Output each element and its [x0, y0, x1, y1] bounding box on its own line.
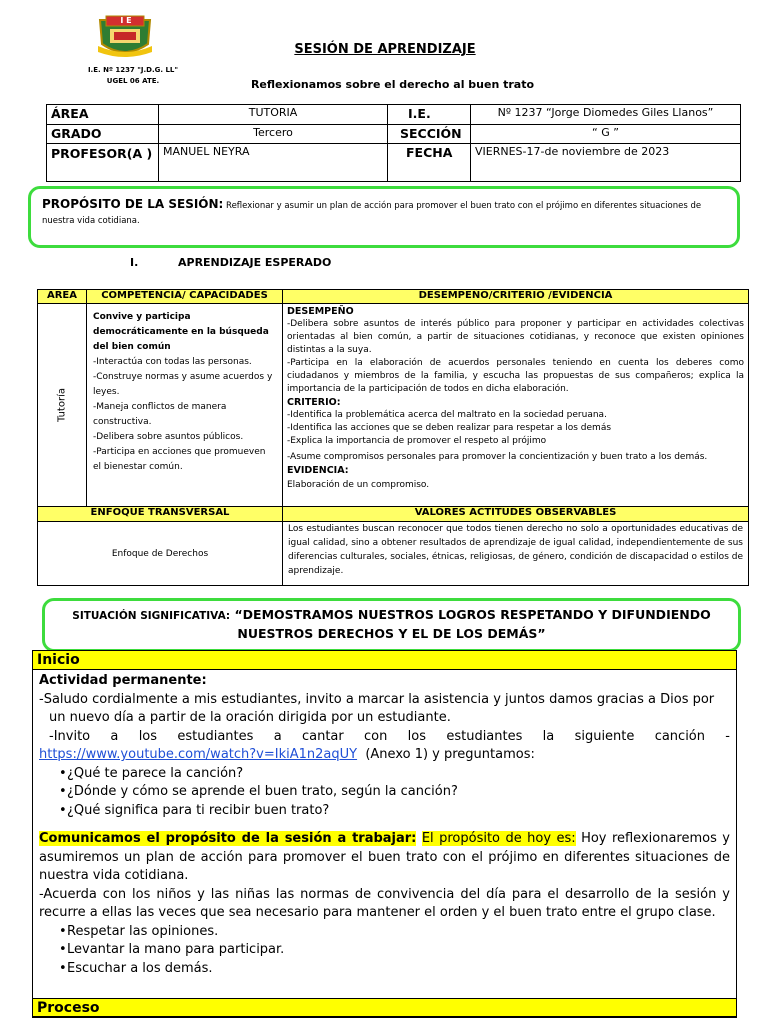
preguntas-list: [39, 765, 730, 821]
fecha-value: VIERNES-17-de noviembre de 2023: [471, 144, 741, 182]
profesor-value: MANUEL NEYRA: [159, 144, 388, 182]
profesor-label: PROFESOR(A ): [47, 144, 159, 182]
situacion-box: SITUACIÓN SIGNIFICATIVA: “DEMOSTRAMOS NUESTROS LOGROS RESPETANDO Y DIFUNDIENDO NUESTROS DERECHOS Y EL DE LOS DEMÁS”: [42, 598, 741, 652]
situacion-label: SITUACIÓN SIGNIFICATIVA:: [72, 610, 231, 622]
seccion-value: “ G ”: [471, 125, 741, 144]
grado-label: GRADO: [47, 125, 159, 144]
area-value: TUTORIA: [159, 105, 388, 125]
ie-label: I.E.: [388, 105, 471, 125]
list-item: • Escuchar a los demás.: [39, 960, 730, 979]
school-info: I.E. Nº 1237 "J.D.G. LL" UGEL 06 ATE.: [87, 66, 179, 85]
proceso-band: Proceso: [33, 998, 736, 1017]
page-title: SESIÓN DE APRENDIZAJE: [294, 42, 476, 57]
valores-cell: Los estudiantes buscan reconocer que todos tienen derecho no solo a oportunidades educativas de igual calidad, sino a obtener resultados de aprendizaje de igual calidad, independientemente de sus diferencias culturales, sociales, étnicas, religiosas, de género, condición de discapacidad o estilos de aprendizaje.: [283, 522, 749, 586]
desempeno-cell: DESEMPEÑO -Delibera sobre asuntos de interés público para proponer y participar en actividades colectivas orientadas al bien común, a partir de situaciones cotidianas, y reconoce que existen opiniones distintas a la suya. -Participa en la elaboración de acuerdos personales teniendo en cuenta los deberes como ciudadanos y miembros de la familia, y escucha las propuestas de sus compañeros; explica la importancia de la participación de todos en dicha elaboración. CRITERIO: -Identifica la problemática acerca del maltrato en la sociedad peruana. -Identifica las acciones que se deben realizar para respetar a los demás -Explica la importancia de promover el respeto al prójimo -Asume compromisos personales para promover la concientización y buen trato a los demás. EVIDENCIA: Elaboración de un compromiso.: [283, 304, 749, 507]
actividad-label: Actividad permanente:: [39, 673, 207, 688]
comunicamos-label: Comunicamos el propósito de la sesión a trabajar:: [39, 831, 417, 846]
ie-value: Nº 1237 “Jorge Diomedes Giles Llanos”: [471, 105, 741, 125]
header-competencia: COMPETENCIA/ CAPACIDADES: [87, 290, 283, 304]
header-desempeno: DESEMPEÑO/CRITERIO /EVIDENCIA: [283, 290, 749, 304]
fecha-label: FECHA: [388, 144, 471, 182]
seccion-label: SECCIÓN: [388, 125, 471, 144]
inicio-band: Inicio: [33, 651, 736, 670]
proposito-text: Reflexionar y asumir un plan de acción para promover el buen trato con el prójimo en diferentes situaciones de nuestra vida cotidiana.: [42, 201, 702, 226]
session-subtitle: Reflexionamos sobre el derecho al buen trato: [250, 78, 535, 91]
logo-text: I E: [120, 16, 132, 25]
section-heading: I. APRENDIZAJE ESPERADO: [130, 256, 332, 269]
grado-value: Tercero: [159, 125, 388, 144]
competencia-cell: Convive y participa democráticamente en la búsqueda del bien común -Interactúa con todas las personas. -Construye normas y asume acuerdos y leyes. -Maneja conflictos de manera constructiva. -Delibera sobre asuntos públicos. -Participa en acciones que promueven el bienestar común.: [87, 304, 283, 507]
valores-header: VALORES ACTITUDES OBSERVABLES: [283, 507, 749, 522]
competencias-table: [37, 289, 749, 586]
inicio-section: [32, 650, 737, 1018]
list-item: • ¿Qué significa para ti recibir buen trato?: [39, 802, 730, 821]
area-label: ÁREA: [47, 105, 159, 125]
enfoque-header: ENFOQUE TRANSVERSAL: [38, 507, 283, 522]
list-item: • ¿Qué te parece la canción?: [39, 765, 730, 784]
list-item: • ¿Dónde y cómo se aprende el buen trato, según la canción?: [39, 783, 730, 802]
enfoque-cell: Enfoque de Derechos: [38, 522, 283, 586]
song-link[interactable]: https://www.youtube.com/watch?v=IkiA1n2aqUY: [39, 747, 358, 762]
list-item: • Respetar las opiniones.: [39, 923, 730, 942]
competencia-title: Convive y participa democráticamente en la búsqueda del bien común: [93, 312, 269, 352]
list-item: • Levantar la mano para participar.: [39, 941, 730, 960]
proposito-label: PROPÓSITO DE LA SESIÓN:: [42, 197, 224, 211]
header-area: AREA: [38, 290, 87, 304]
info-table: [46, 104, 741, 182]
area-cell: Tutoría: [38, 304, 87, 507]
inicio-body: Actividad permanente: -Saludo cordialmente a mis estudiantes, invito a marcar la asistencia y juntos damos gracias a Dios por un nuevo día a partir de la oración dirigida por un estudiante. -Invito a los estudiantes a cantar con los estudiantes la siguiente canción - https://www.youtube.com/watch?v=IkiA1n2aqUY (Anexo 1) y preguntamos: • ¿Qué te parece la canción? • ¿Dónde y cómo se aprende el buen trato, según la canción? • ¿Qué significa para ti recibir buen trato? Comunicamos el propósito de la sesión a trabajar: El propósito de hoy es: Hoy reflexionaremos y asumiremos un plan de acción para promover el buen trato con el prójimo en diferentes situaciones de nuestra vida cotidiana. -Acuerda con los niños y las niñas las normas de convivencia del día para el desarrollo de la sesión y recurre a ellas las veces que sea necesario para mantener el orden y el buen trato entre el grupo clase. • Respetar las opiniones. • Levantar la mano para participar. • Escuchar a los demás.: [33, 670, 736, 980]
proposito-box: [28, 186, 740, 248]
normas-list: [39, 923, 730, 979]
